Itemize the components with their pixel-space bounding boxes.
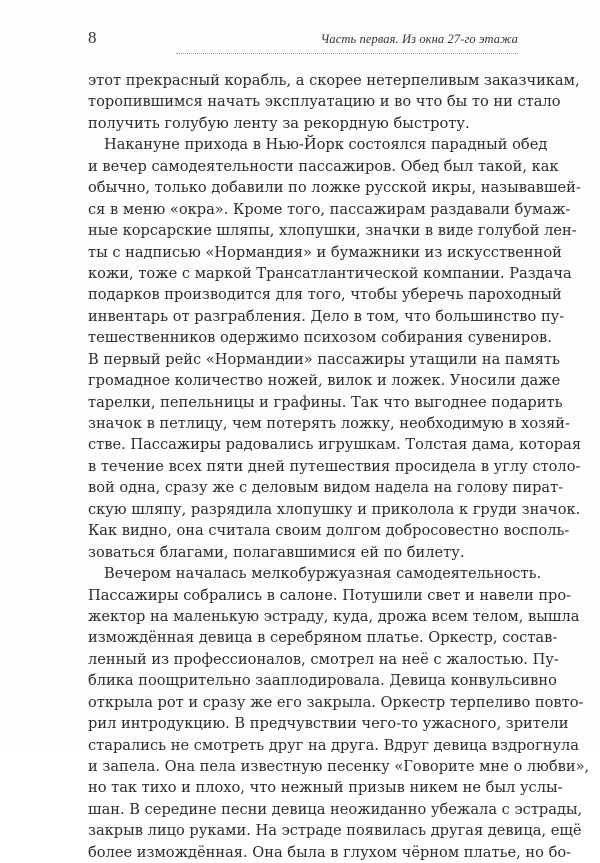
text-line: значок в петлицу, чем потерять ложку, необходимую в хозяй-: [88, 415, 570, 432]
text-line: кожи, тоже с маркой Трансатлантической компании. Раздача: [88, 264, 572, 282]
text-line: обычно, только добавили по ложке русской икры, называвшей-: [88, 179, 581, 197]
text-line: но так тихо и плохо, что нежный призыв никем не был услы-: [88, 779, 563, 797]
text-line: и запела. Она пела известную песенку «Говорите мне о любви»,: [88, 758, 590, 775]
page-number: 8: [88, 28, 97, 47]
text-line: ся в меню «окра». Кроме того, пассажирам раздавали бумаж-: [88, 200, 571, 218]
text-line: блика поощрительно зааплодировала. Девица конвульсивно: [88, 672, 557, 690]
text-line: ленный из профессионалов, смотрел на неё с жалостью. Пу-: [88, 650, 559, 668]
text-line: ные корсарские шляпы, хлопушки, значки в виде голубой лен-: [88, 222, 577, 240]
text-line: этот прекрасный корабль, а скорее нетерпеливым заказчикам,: [88, 72, 580, 89]
text-line: открыла рот и сразу же его закрыла. Оркестр терпеливо повто-: [88, 693, 584, 711]
text-line: Как видно, она считала своим долгом добросовестно восполь-: [88, 522, 570, 540]
text-line: в течение всех пяти дней путешествия просидела в углу столо-: [88, 457, 581, 475]
text-line: шан. В середине песни девица неожиданно убежала с эстрады,: [88, 800, 583, 818]
text-line: получить голубую ленту за рекордную быстроту.: [88, 114, 470, 132]
body-text: [88, 70, 590, 863]
header-divider: [176, 53, 518, 54]
text-line: зоваться благами, полагавшимися ей по билету.: [88, 543, 465, 561]
text-line: ты с надписью «Нормандия» и бумажники из искусственной: [88, 243, 562, 261]
text-line: вой одна, сразу же с деловым видом надела на голову пират-: [88, 479, 564, 497]
text-line: громадное количество ножей, вилок и ложек. Уносили даже: [88, 372, 561, 390]
text-line: инвентарь от разграбления. Дело в том, что большинство пу-: [88, 307, 565, 325]
text-line: подарков производится для того, чтобы уберечь пароходный: [88, 286, 562, 304]
text-line: торопившимся начать эксплуатацию и во что бы то ни стало: [88, 93, 561, 111]
text-line: закрыв лицо руками. На эстраде появилась другая девица, ещё: [88, 822, 582, 840]
page-header: [88, 28, 518, 54]
text-line: Вечером началась мелкобуржуазная самодеятельность.: [104, 565, 542, 583]
text-line: и вечер самодеятельности пассажиров. Обед был такой, как: [88, 157, 559, 175]
text-line: тарелки, пепельницы и графины. Так что выгоднее подарить: [88, 393, 563, 411]
text-line: скую шляпу, разрядила хлопушку и приколола к груди значок.: [88, 500, 581, 518]
text-line: В первый рейс «Нормандии» пассажиры утащили на память: [88, 350, 560, 368]
text-line: Пассажиры собрались в салоне. Потушили свет и навели про-: [88, 586, 572, 604]
text-line: жектор на маленькую эстраду, куда, дрожа всем телом, вышла: [88, 607, 580, 625]
text-line: более измождённая. Она была в глухом чёрном платье, но бо-: [88, 843, 572, 861]
running-head: Часть первая. Из окна 27-го этажа: [320, 32, 518, 46]
text-line: рил интродукцию. В предчувствии чего-то ужасного, зрители: [88, 715, 569, 733]
text-line: старались не смотреть друг на друга. Вдруг девица вздрогнула: [88, 736, 580, 754]
text-line: Накануне прихода в Нью-Йорк состоялся парадный обед: [104, 136, 548, 154]
text-line: измождённая девица в серебряном платье. Оркестр, состав-: [88, 629, 558, 647]
text-line: тешественников одержимо психозом собирания сувениров.: [88, 329, 552, 347]
text-line: стве. Пассажиры радовались игрушкам. Толстая дама, которая: [88, 436, 582, 454]
